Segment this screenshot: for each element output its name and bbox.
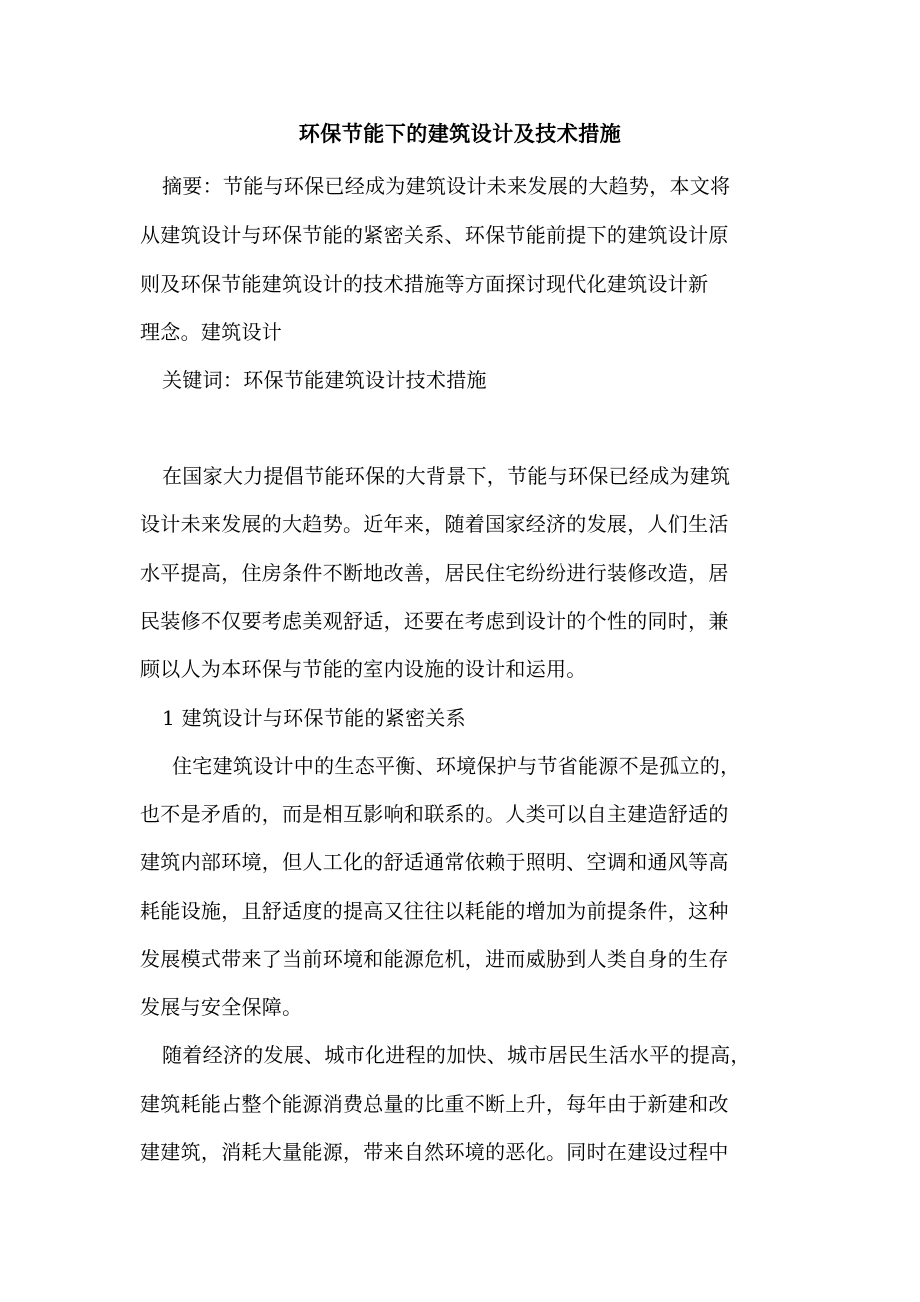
section-heading: 1 建筑设计与环保节能的紧密关系 <box>162 706 466 730</box>
keywords-line: 关键词：环保节能建筑设计技术措施 <box>162 368 487 392</box>
paragraph-line: 也不是矛盾的，而是相互影响和联系的。人类可以自主建造舒适的 <box>140 802 729 826</box>
abstract-line: 则及环保节能建筑设计的技术措施等方面探讨现代化建筑设计新 <box>140 272 709 296</box>
intro-line: 水平提高，住房条件不断地改善，居民住宅纷纷进行装修改造，居 <box>140 561 729 585</box>
paragraph-line: 建筑内部环境，但人工化的舒适通常依赖于照明、空调和通风等高 <box>140 850 729 874</box>
intro-line: 设计未来发展的大趋势。近年来，随着国家经济的发展，人们生活 <box>140 512 729 536</box>
abstract-line: 理念。建筑设计 <box>140 320 283 344</box>
intro-line: 顾以人为本环保与节能的室内设施的设计和运用。 <box>140 657 587 681</box>
paragraph-line: 发展模式带来了当前环境和能源危机，进而威胁到人类自身的生存 <box>140 947 729 971</box>
intro-line: 民装修不仅要考虑美观舒适，还要在考虑到设计的个性的同时，兼 <box>140 609 729 633</box>
paragraph-line: 建建筑，消耗大量能源，带来自然环境的恶化。同时在建设过程中 <box>140 1140 729 1164</box>
document-title: 环保节能下的建筑设计及技术措施 <box>298 121 622 146</box>
paragraph-line: 耗能设施，且舒适度的提高又往往以耗能的增加为前提条件，这种 <box>140 899 729 923</box>
intro-line: 在国家大力提倡节能环保的大背景下，节能与环保已经成为建筑 <box>162 464 731 488</box>
paragraph-line: 建筑耗能占整个能源消费总量的比重不断上升，每年由于新建和改 <box>140 1092 729 1116</box>
abstract-line: 从建筑设计与环保节能的紧密关系、环保节能前提下的建筑设计原 <box>140 223 729 247</box>
abstract-line: 摘要：节能与环保已经成为建筑设计未来发展的大趋势，本文将 <box>162 174 731 198</box>
paragraph-line: 发展与安全保障。 <box>140 995 303 1019</box>
paragraph-line: 随着经济的发展、城市化进程的加快、城市居民生活水平的提高， <box>162 1043 751 1067</box>
paragraph-line: 住宅建筑设计中的生态平衡、环境保护与节省能源不是孤立的， <box>172 754 741 778</box>
